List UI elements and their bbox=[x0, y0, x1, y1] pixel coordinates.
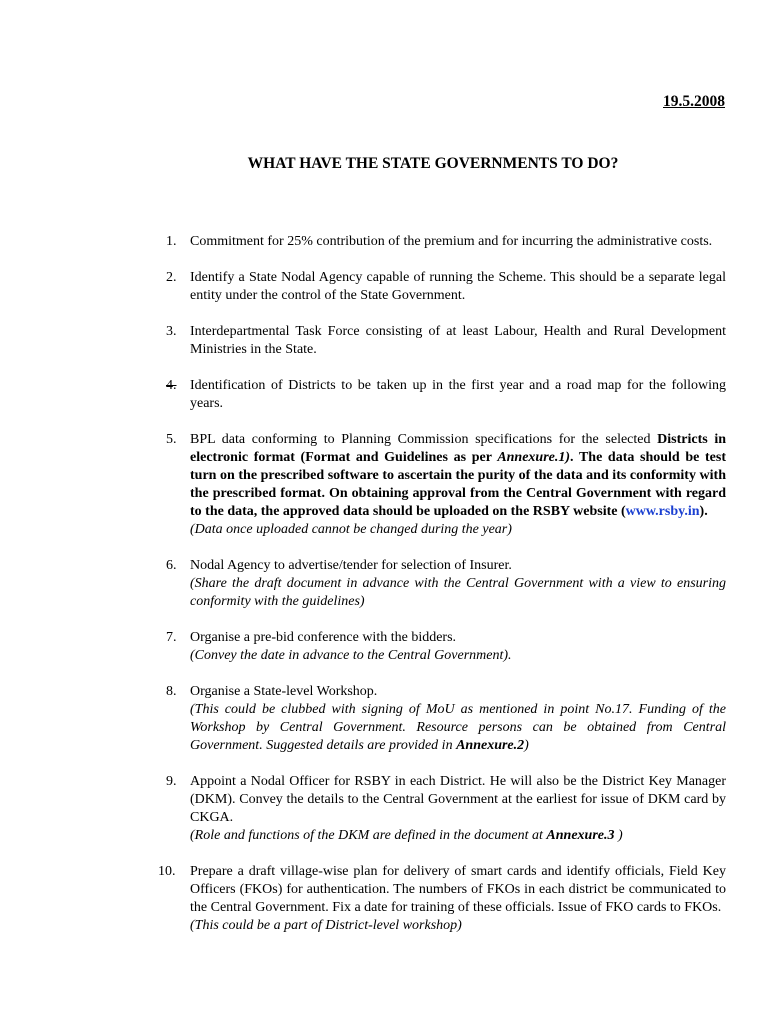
item-number: 1. bbox=[166, 234, 177, 249]
item-text: Organise a State-level Workshop. bbox=[190, 684, 378, 699]
action-list bbox=[158, 233, 726, 953]
item-note: (This could be a part of District-level workshop) bbox=[190, 918, 462, 933]
annexure-ref: Annexure.2 bbox=[456, 738, 525, 753]
item-note bbox=[190, 701, 726, 755]
item-number: 5. bbox=[166, 432, 177, 447]
item-text-part: Districts in electronic format (Format and Guidelines as per bbox=[190, 432, 726, 465]
item-text: Appoint a Nodal Officer for RSBY in each District. He will also be the District Key Manager (DKM). Convey the details to the Central Government at the earliest for issue of DKM card by CKGA. bbox=[190, 774, 726, 825]
note-text: (Role and functions of the DKM are defined in the document at bbox=[190, 828, 547, 843]
rsby-website-link[interactable]: www.rsby.in bbox=[625, 504, 700, 519]
annexure-ref: Annexure.3 bbox=[546, 828, 615, 843]
item-number: 9. bbox=[166, 774, 177, 789]
document-title: WHAT HAVE THE STATE GOVERNMENTS TO DO? bbox=[247, 155, 619, 172]
item-text-part: . The data should be test turn on the prescribed software to ascertain the purity of the data and its conformity with the prescribed format. On obtaining approval from the Central Government with regard to the data, the approved data should be uploaded on the RSBY website ( bbox=[190, 450, 726, 519]
item-note: (Convey the date in advance to the Central Government). bbox=[190, 648, 512, 663]
list-item bbox=[166, 233, 726, 251]
item-note: (Data once uploaded cannot be changed during the year) bbox=[190, 522, 512, 537]
list-item bbox=[166, 683, 726, 755]
item-note bbox=[190, 827, 726, 845]
item-text: Prepare a draft village-wise plan for delivery of smart cards and identify officials, Field Key Officers (FKOs) for authentication. The numbers of FKOs in each district be communicated to the Central Government. Fix a date for training of these officials. Issue of FKO cards to FKOs. bbox=[190, 864, 726, 915]
list-item bbox=[166, 269, 726, 305]
annexure-ref: Annexure.1) bbox=[497, 450, 571, 465]
item-text-part: BPL data conforming to Planning Commission specifications for the selected bbox=[190, 432, 658, 447]
list-item bbox=[166, 557, 726, 611]
item-text: Identify a State Nodal Agency capable of running the Scheme. This should be a separate legal entity under the control of the State Government. bbox=[190, 270, 726, 303]
document-date: 19.5.2008 bbox=[663, 93, 725, 110]
item-text-part: ). bbox=[699, 504, 708, 519]
item-number: 8. bbox=[166, 684, 177, 699]
item-text: Commitment for 25% contribution of the premium and for incurring the administrative costs. bbox=[190, 234, 713, 249]
item-number: 2. bbox=[166, 270, 177, 285]
item-text: Identification of Districts to be taken up in the first year and a road map for the following years. bbox=[190, 378, 726, 411]
list-item bbox=[158, 863, 726, 935]
list-item bbox=[166, 629, 726, 665]
list-item bbox=[166, 773, 726, 845]
item-text: Nodal Agency to advertise/tender for selection of Insurer. bbox=[190, 558, 512, 573]
list-item bbox=[166, 377, 726, 413]
item-text: Organise a pre-bid conference with the bidders. bbox=[190, 630, 457, 645]
note-text: (This could be clubbed with signing of MoU as mentioned in point No.17. Funding of the Workshop by Central Government. Resource persons can be obtained from Central Government. Suggested details are provided in bbox=[190, 702, 726, 753]
item-number: 4. bbox=[166, 378, 177, 393]
note-text: ) bbox=[524, 738, 529, 753]
item-note: (Share the draft document in advance with the Central Government with a view to ensuring conformity with the guidelines) bbox=[190, 576, 726, 609]
list-item bbox=[166, 431, 726, 539]
item-number: 7. bbox=[166, 630, 177, 645]
item-text: Interdepartmental Task Force consisting of at least Labour, Health and Rural Development Ministries in the State. bbox=[190, 324, 726, 357]
list-item bbox=[166, 323, 726, 359]
item-number: 6. bbox=[166, 558, 177, 573]
item-number: 10. bbox=[158, 864, 176, 879]
item-text bbox=[190, 432, 726, 519]
item-number: 3. bbox=[166, 324, 177, 339]
note-text: ) bbox=[614, 828, 623, 843]
